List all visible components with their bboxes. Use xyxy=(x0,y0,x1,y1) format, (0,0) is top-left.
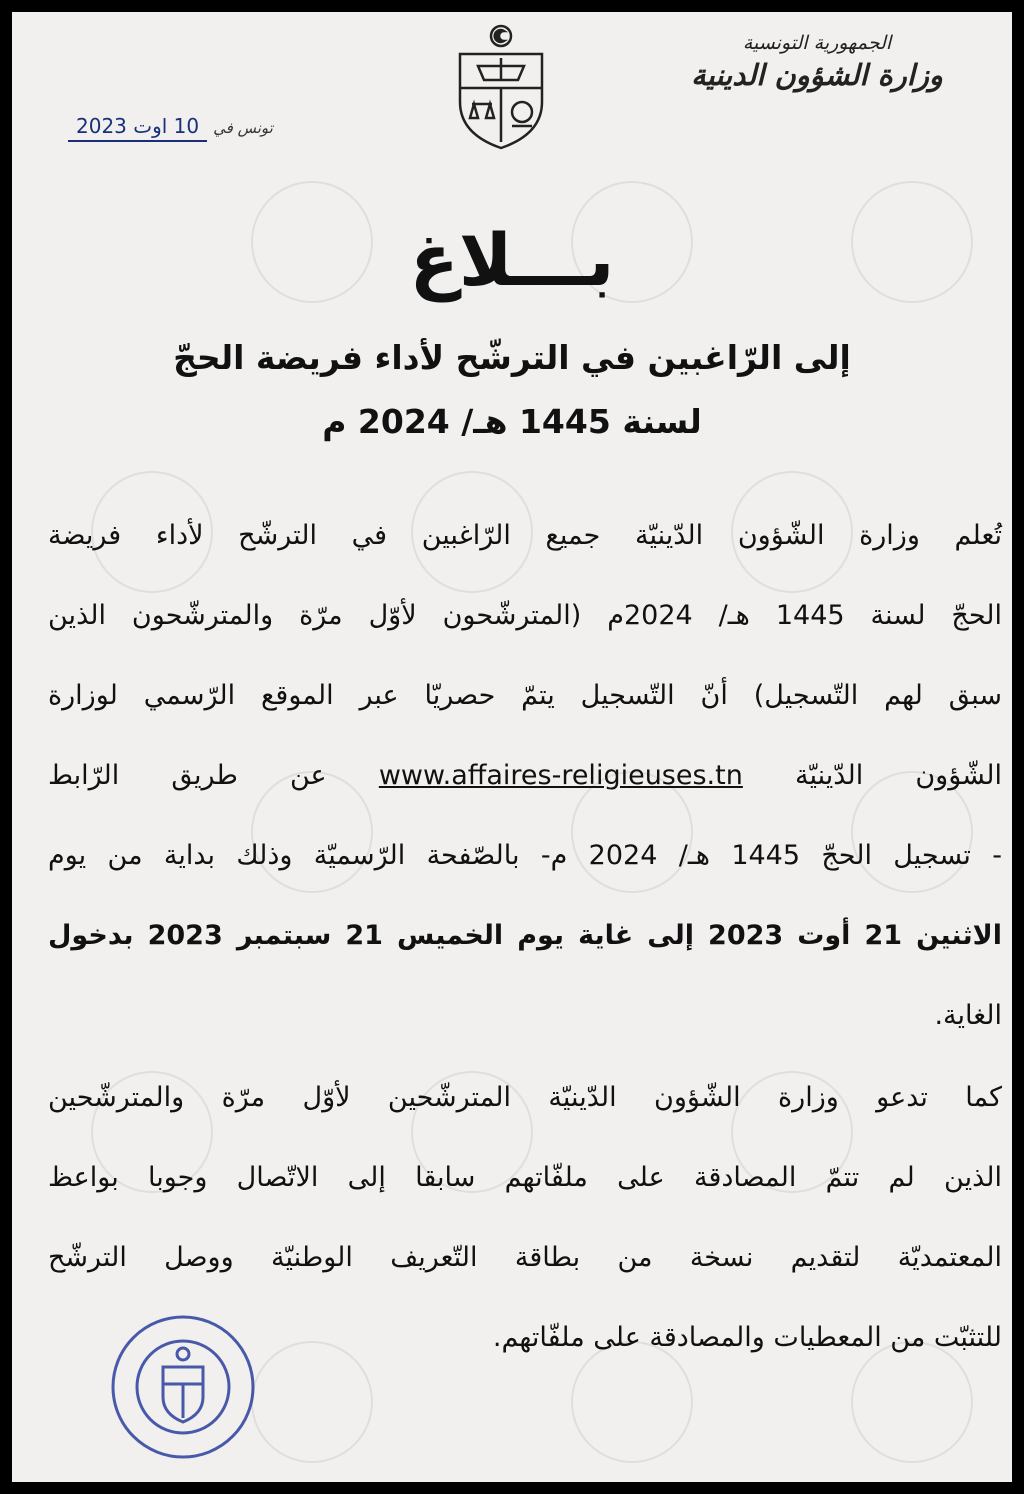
dateline-date: 10 اوت 2023 xyxy=(68,114,207,142)
body-line: سبق لهم التّسجيل) أنّ التّسجيل يتمّ حصريّا عبر الموقع الرّسمي لوزارة xyxy=(48,680,1002,711)
body-line: المعتمديّة لتقديم نسخة من بطاقة التّعريف الوطنيّة ووصل الترشّح xyxy=(48,1242,1002,1273)
body-line-with-link xyxy=(48,760,1002,791)
body-line: تُعلم وزارة الشّؤون الدّينيّة جميع الرّاغبين في الترشّح لأداء فريضة xyxy=(48,520,1002,551)
ministry-name: وزارة الشؤون الدينية xyxy=(691,58,943,92)
notice-title: بـــلاغ xyxy=(409,218,615,302)
document-page xyxy=(12,12,1012,1482)
body-line: الذين لم تتمّ المصادقة على ملفّاتهم سابقا إلى الاتّصال وجوبا بواعظ xyxy=(48,1162,1002,1193)
body-line: كما تدعو وزارة الشّؤون الدّينيّة المترشّحين لأوّل مرّة والمترشّحين xyxy=(48,1082,1002,1113)
body-text: عن طريق الرّابط xyxy=(48,760,327,791)
tunisia-coat-of-arms-icon xyxy=(450,22,552,152)
ministry-letterhead xyxy=(677,32,957,92)
ministry-stamp-icon xyxy=(108,1312,258,1462)
republic-name: الجمهورية التونسية xyxy=(742,32,892,54)
body-line: الحجّ لسنة 1445 هـ/ 2024م (المترشّحون لأوّل مرّة والمترشّحون الذين xyxy=(48,600,1002,631)
body-text: الشّؤون الدّينيّة xyxy=(795,760,1002,791)
notice-year: لسنة 1445 هـ/ 2024 م xyxy=(322,402,702,441)
body-line-dates: الاثنين 21 أوت 2023 إلى غاية يوم الخميس 21 سبتمبر 2023 بدخول xyxy=(48,920,1002,951)
body-line: للتثبّت من المعطيات والمصادقة على ملفّاتهم. xyxy=(492,1322,1002,1353)
dateline xyxy=(68,114,273,142)
ministry-website-link[interactable]: www.affaires-religieuses.tn xyxy=(378,760,743,791)
dateline-place: تونس في xyxy=(213,119,273,137)
notice-subtitle: إلى الرّاغبين في الترشّح لأداء فريضة الحجّ xyxy=(173,338,851,377)
body-line: - تسجيل الحجّ 1445 هـ/ 2024 م- بالصّفحة الرّسميّة وذلك بداية من يوم xyxy=(48,840,1002,871)
body-line: الغاية. xyxy=(934,1000,1002,1031)
